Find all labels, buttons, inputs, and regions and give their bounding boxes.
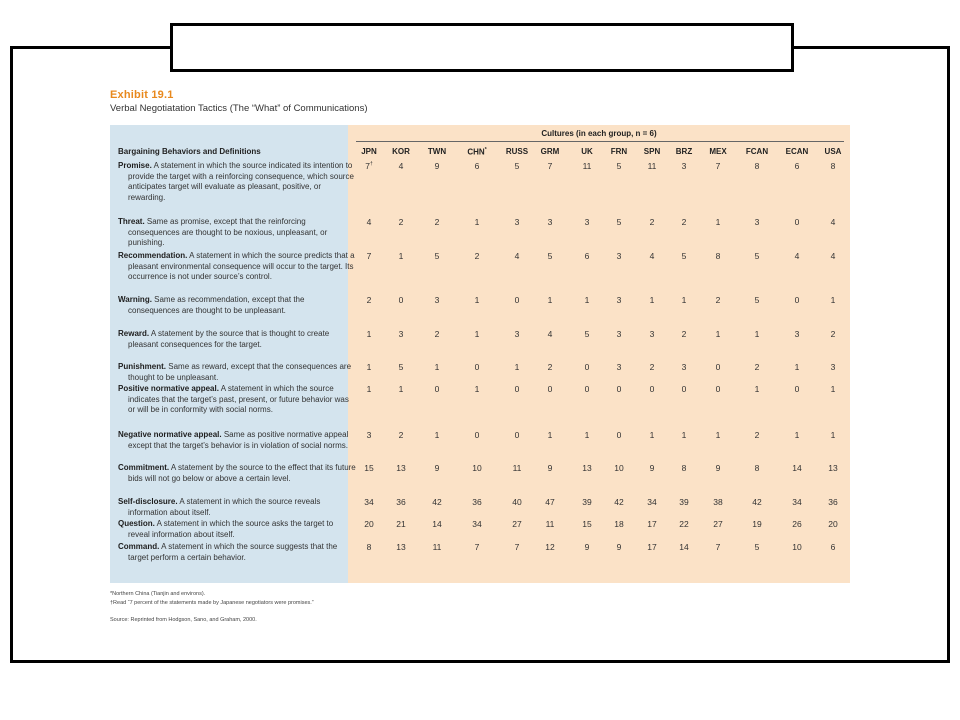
table-cell: 2	[434, 329, 440, 339]
footnote-china: *Northern China (Tianjin and environs).	[110, 591, 206, 597]
footnote-reading: †Read “7 percent of the statements made by Japanese negotiators were promises.”	[110, 600, 314, 606]
table-cell: 5	[547, 251, 553, 261]
table-cell: 14	[432, 519, 442, 529]
table-cell: 1	[715, 329, 721, 339]
table-cell: 0	[514, 295, 520, 305]
table-cell: 13	[828, 463, 838, 473]
table-cell: 8	[830, 161, 836, 171]
table-cell: 1	[649, 430, 655, 440]
table-cell: 4	[649, 251, 655, 261]
table-cell: 1	[366, 384, 372, 394]
table-cell: 1	[754, 384, 760, 394]
behavior-name: Punishment.	[118, 362, 167, 371]
table-cell: 9	[616, 542, 622, 552]
table-cell: 2	[754, 430, 760, 440]
table-cell: 2	[681, 217, 687, 227]
behavior-definition: Same as recommendation, except that the consequences are thought to be unpleasant.	[128, 295, 305, 315]
table-cell: 34	[792, 497, 802, 507]
column-header-usa: USA	[824, 147, 842, 156]
table-cell: 8	[754, 463, 760, 473]
table-cell: 0	[715, 384, 721, 394]
table-cell: 1	[830, 384, 836, 394]
table-cell: 36	[396, 497, 406, 507]
definition-item	[118, 497, 356, 518]
table-cell: 0	[514, 430, 520, 440]
table-cell: 1	[754, 329, 760, 339]
table-cell: 2	[398, 217, 404, 227]
column-header-jpn: JPN	[361, 147, 377, 156]
table-cell: 7	[547, 161, 553, 171]
table-cell: 1	[398, 251, 404, 261]
table-cell: 39	[582, 497, 592, 507]
table-cell: 9	[649, 463, 655, 473]
table-cell: 0	[649, 384, 655, 394]
behavior-definition: A statement by the source that is thought to create pleasant consequences for the target.	[128, 329, 330, 349]
table-cell: 11	[647, 161, 657, 171]
table-cell: 1	[547, 295, 553, 305]
table-cell: 8	[754, 161, 760, 171]
definition-item	[118, 362, 356, 383]
table-cell: 3	[616, 295, 622, 305]
table-cell: 18	[614, 519, 624, 529]
table-cell: 5	[398, 362, 404, 372]
table-cell: 7	[366, 251, 372, 261]
table-cell: 13	[396, 542, 406, 552]
table-cell: 1	[715, 430, 721, 440]
table-cell: 19	[752, 519, 762, 529]
table-cell: 21	[396, 519, 406, 529]
cultures-panel	[348, 125, 850, 583]
table-cell: 7†	[365, 161, 373, 171]
table-cell: 8	[681, 463, 687, 473]
table-cell: 1	[366, 362, 372, 372]
table-cell: 11	[582, 161, 592, 171]
table-cell: 1	[649, 295, 655, 305]
table-cell: 26	[792, 519, 802, 529]
table-cell: 3	[616, 329, 622, 339]
table-cell: 3	[514, 329, 520, 339]
table-cell: 0	[794, 295, 800, 305]
table-cell: 0	[474, 362, 480, 372]
definition-item	[118, 295, 356, 316]
definition-item	[118, 251, 356, 283]
table-cell: 2	[830, 329, 836, 339]
table-cell: 4	[547, 329, 553, 339]
table-cell: 9	[715, 463, 721, 473]
table-cell: 1	[830, 430, 836, 440]
behavior-name: Warning.	[118, 295, 152, 304]
table-cell: 8	[715, 251, 721, 261]
table-cell: 0	[794, 384, 800, 394]
column-header-spn: SPN	[643, 147, 661, 156]
table-cell: 0	[715, 362, 721, 372]
table-cell: 13	[396, 463, 406, 473]
table-cell: 7	[715, 161, 721, 171]
behavior-name: Self-disclosure.	[118, 497, 178, 506]
column-header-chn: CHN*	[467, 147, 487, 157]
table-cell: 0	[616, 384, 622, 394]
table-cell: 1	[584, 430, 590, 440]
table-cell: 10	[614, 463, 624, 473]
table-cell: 3	[547, 217, 553, 227]
column-header-mex: MEX	[709, 147, 727, 156]
table-cell: 2	[398, 430, 404, 440]
table-cell: 36	[472, 497, 482, 507]
behavior-definition: A statement in which the source suggests that the target perform a certain behavior.	[128, 542, 338, 562]
table-cell: 11	[545, 519, 555, 529]
definition-item	[118, 384, 356, 416]
definition-item	[118, 161, 356, 203]
table-cell: 5	[754, 542, 760, 552]
table-cell: 3	[830, 362, 836, 372]
table-cell: 0	[474, 430, 480, 440]
table-cell: 3	[754, 217, 760, 227]
behavior-name: Question.	[118, 519, 155, 528]
table-cell: 38	[713, 497, 723, 507]
table-cell: 14	[679, 542, 689, 552]
table-cell: 1	[398, 384, 404, 394]
column-header-russ: RUSS	[505, 147, 529, 156]
column-header-twn: TWN	[427, 147, 447, 156]
table-cell: 1	[830, 295, 836, 305]
exhibit-title: Exhibit 19.1	[110, 89, 174, 101]
table-cell: 2	[715, 295, 721, 305]
table-cell: 3	[616, 362, 622, 372]
table-cell: 3	[649, 329, 655, 339]
behavior-definition: A statement in which the source indicated its intention to provide the target with a reinforcing consequence, which source anticipates target will evaluate as pleasant, positive, or rewarding.	[128, 161, 354, 202]
table-cell: 40	[512, 497, 522, 507]
definition-item	[118, 329, 356, 350]
table-cell: 5	[584, 329, 590, 339]
table-cell: 13	[582, 463, 592, 473]
behavior-name: Negative normative appeal.	[118, 430, 222, 439]
table-cell: 6	[794, 161, 800, 171]
table-cell: 0	[616, 430, 622, 440]
table-cell: 3	[681, 362, 687, 372]
table-cell: 15	[582, 519, 592, 529]
table-cell: 9	[547, 463, 553, 473]
behavior-name: Positive normative appeal.	[118, 384, 219, 393]
cultures-header: Cultures (in each group, n = 6)	[541, 129, 657, 138]
table-cell: 1	[514, 362, 520, 372]
table-cell: 1	[794, 362, 800, 372]
table-cell: 10	[792, 542, 802, 552]
table-cell: 2	[366, 295, 372, 305]
table-cell: 42	[432, 497, 442, 507]
exhibit-subtitle: Verbal Negotiatation Tactics (The “What” of Communications)	[110, 103, 368, 114]
table-cell: 4	[398, 161, 404, 171]
table-cell: 5	[616, 217, 622, 227]
behavior-name: Reward.	[118, 329, 150, 338]
table-cell: 1	[715, 217, 721, 227]
table-cell: 22	[679, 519, 689, 529]
behavior-name: Threat.	[118, 217, 145, 226]
table-cell: 36	[828, 497, 838, 507]
footnote-source: Source: Reprinted from Hodgson, Sano, and Graham, 2000.	[110, 617, 257, 623]
header-divider	[356, 141, 844, 142]
table-cell: 2	[649, 362, 655, 372]
table-cell: 3	[366, 430, 372, 440]
title-placeholder-box	[170, 23, 794, 72]
behavior-definition: A statement in which the source indicates that the target’s past, present, or future behavior was or will be in conformity with social norms.	[128, 384, 349, 415]
behavior-definition: Same as promise, except that the reinforcing consequences are thought to be noxious, unpleasant, or punishing.	[128, 217, 328, 248]
table-cell: 10	[472, 463, 482, 473]
table-cell: 0	[584, 362, 590, 372]
table-cell: 3	[616, 251, 622, 261]
table-cell: 2	[434, 217, 440, 227]
definition-item	[118, 542, 356, 563]
table-cell: 34	[364, 497, 374, 507]
behavior-definition: A statement in which the source reveals information about itself.	[128, 497, 321, 517]
definition-item	[118, 463, 356, 484]
table-cell: 39	[679, 497, 689, 507]
table-cell: 7	[474, 542, 480, 552]
table-cell: 2	[474, 251, 480, 261]
table-cell: 1	[681, 295, 687, 305]
behavior-name: Command.	[118, 542, 160, 551]
table-cell: 0	[681, 384, 687, 394]
table-cell: 6	[830, 542, 836, 552]
table-cell: 5	[681, 251, 687, 261]
table-cell: 3	[681, 161, 687, 171]
table-cell: 11	[432, 542, 442, 552]
table-cell: 0	[398, 295, 404, 305]
behavior-name: Recommendation.	[118, 251, 188, 260]
table-cell: 0	[434, 384, 440, 394]
behavior-definition: A statement by the source to the effect that its future bids will not go below or above a certain level.	[128, 463, 356, 483]
table-cell: 27	[713, 519, 723, 529]
behavior-definition: Same as reward, except that the consequences are thought to be unpleasant.	[128, 362, 352, 382]
table-cell: 9	[434, 463, 440, 473]
table-cell: 1	[547, 430, 553, 440]
table-cell: 20	[828, 519, 838, 529]
table-cell: 3	[584, 217, 590, 227]
table-cell: 34	[647, 497, 657, 507]
table-cell: 5	[754, 251, 760, 261]
table-cell: 7	[715, 542, 721, 552]
table-cell: 0	[794, 217, 800, 227]
table-cell: 27	[512, 519, 522, 529]
behavior-definition: Same as positive normative appeal except that the target’s behavior is in violation of social norms.	[128, 430, 349, 450]
table-cell: 14	[792, 463, 802, 473]
table-cell: 2	[547, 362, 553, 372]
table-cell: 4	[830, 217, 836, 227]
table-cell: 0	[547, 384, 553, 394]
table-cell: 17	[647, 542, 657, 552]
table-cell: 3	[434, 295, 440, 305]
table-cell: 15	[364, 463, 374, 473]
table-cell: 4	[794, 251, 800, 261]
table-cell: 5	[616, 161, 622, 171]
table-cell: 5	[434, 251, 440, 261]
table-cell: 8	[366, 542, 372, 552]
table-cell: 0	[514, 384, 520, 394]
column-header-ecan: ECAN	[785, 147, 809, 156]
table-cell: 6	[584, 251, 590, 261]
column-header-brz: BRZ	[675, 147, 693, 156]
table-cell: 2	[681, 329, 687, 339]
table-cell: 47	[545, 497, 555, 507]
table-cell: 4	[514, 251, 520, 261]
table-cell: 6	[474, 161, 480, 171]
table-cell: 9	[434, 161, 440, 171]
table-cell: 1	[434, 362, 440, 372]
table-cell: 1	[584, 295, 590, 305]
column-header-fcan: FCAN	[745, 147, 769, 156]
table-cell: 1	[794, 430, 800, 440]
table-cell: 0	[584, 384, 590, 394]
table-cell: 4	[366, 217, 372, 227]
table-cell: 1	[681, 430, 687, 440]
table-cell: 5	[514, 161, 520, 171]
column-header-grm: GRM	[540, 147, 560, 156]
table-cell: 5	[754, 295, 760, 305]
definition-item	[118, 430, 356, 451]
table-cell: 12	[545, 542, 555, 552]
behavior-definition: A statement in which the source asks the target to reveal information about itself.	[128, 519, 334, 539]
behavior-definition: A statement in which the source predicts that a pleasant environmental consequence will occur to the target. Its occurrence is not under source’s control.	[128, 251, 355, 282]
table-cell: 7	[514, 542, 520, 552]
table-cell: 1	[474, 329, 480, 339]
column-header-uk: UK	[581, 147, 593, 156]
behavior-name: Commitment.	[118, 463, 170, 472]
table-cell: 11	[512, 463, 522, 473]
table-cell: 2	[754, 362, 760, 372]
table-cell: 9	[584, 542, 590, 552]
table-cell: 1	[474, 217, 480, 227]
table-cell: 4	[830, 251, 836, 261]
table-cell: 2	[649, 217, 655, 227]
table-cell: 1	[366, 329, 372, 339]
table-cell: 20	[364, 519, 374, 529]
table-cell: 17	[647, 519, 657, 529]
column-header-frn: FRN	[610, 147, 628, 156]
table-cell: 1	[474, 295, 480, 305]
table-cell: 42	[752, 497, 762, 507]
column-header-kor: KOR	[392, 147, 410, 156]
table-cell: 34	[472, 519, 482, 529]
behavior-name: Promise.	[118, 161, 152, 170]
definition-item	[118, 217, 356, 249]
table-cell: 1	[474, 384, 480, 394]
table-cell: 3	[514, 217, 520, 227]
table-cell: 3	[398, 329, 404, 339]
table-cell: 3	[794, 329, 800, 339]
table-cell: 1	[434, 430, 440, 440]
row-header: Bargaining Behaviors and Definitions	[118, 147, 261, 156]
definition-item	[118, 519, 356, 540]
table-cell: 42	[614, 497, 624, 507]
